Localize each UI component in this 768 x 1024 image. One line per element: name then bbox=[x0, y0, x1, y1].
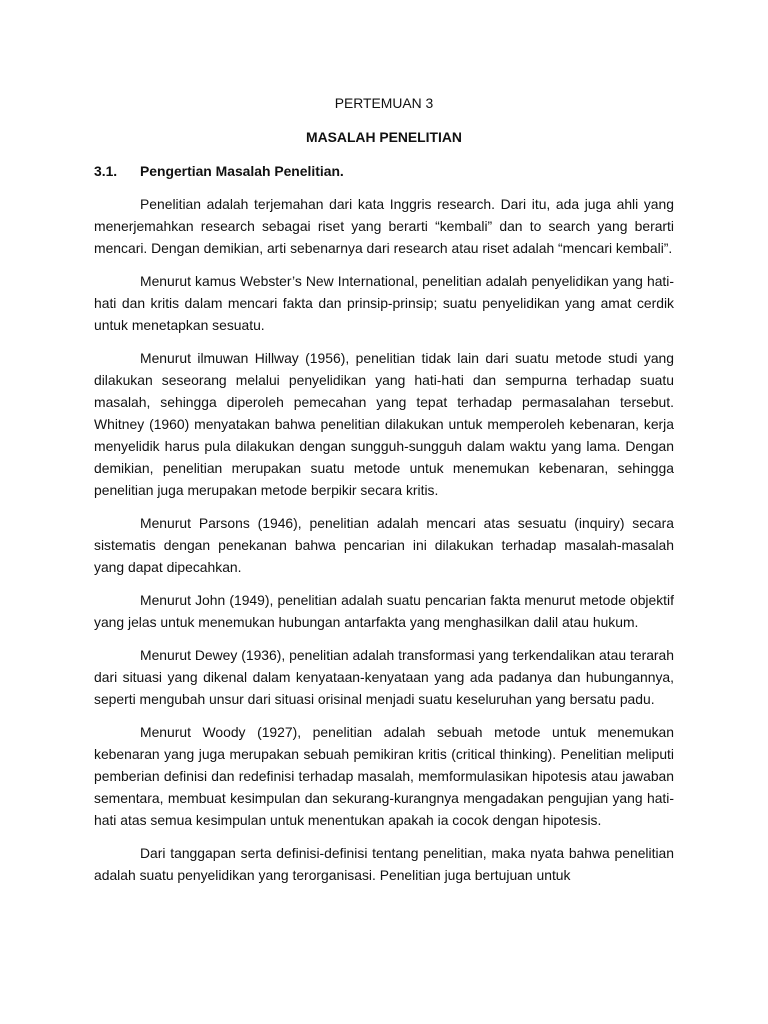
paragraph-parsons: Menurut Parsons (1946), penelitian adalah mencari atas sesuatu (inquiry) secara sistematis dengan penekanan bahwa pencarian ini dilakukan terhadap masalah-masalah yang dapat dipecahkan. bbox=[94, 515, 674, 575]
section-title: Pengertian Masalah Penelitian. bbox=[140, 163, 344, 179]
section-heading bbox=[94, 160, 674, 182]
chapter-title: MASALAH PENELITIAN bbox=[306, 129, 462, 145]
paragraph-dewey: Menurut Dewey (1936), penelitian adalah transformasi yang terkendalikan atau terarah dari situasi yang dikenal dalam kenyataan-kenyataan yang ada padanya dan hubungannya, seperti mengubah unsur dari situasi orisinal menjadi suatu keseluruhan yang bersatu padu. bbox=[94, 647, 674, 707]
paragraph-webster: Menurut kamus Webster’s New International, penelitian adalah penyelidikan yang hati-hati dan kritis dalam mencari fakta dan prinsip-prinsip; suatu penyelidikan yang amat cerdik untuk menetapkan sesuatu. bbox=[94, 273, 674, 333]
paragraph-research-definition: Penelitian adalah terjemahan dari kata Inggris research. Dari itu, ada juga ahli yang menerjemahkan research sebagai riset yang berarti “kembali” dan to search yang berarti mencari. Dengan demikian, arti sebenarnya dari research atau riset adalah “mencari kembali”. bbox=[94, 196, 674, 256]
paragraph-hillway: Menurut ilmuwan Hillway (1956), penelitian tidak lain dari suatu metode studi yang dilakukan seseorang melalui penyelidikan yang hati-hati dan sempurna terhadap suatu masalah, sehingga diperoleh pemecahan yang tepat terhadap permasalahan tersebut. Whitney (1960) menyatakan bahwa penelitian dilakukan untuk memperoleh kebenaran, kerja menyelidik harus pula dilakukan dengan sungguh-sungguh dalam waktu yang lama. Dengan demikian, penelitian merupakan suatu metode untuk menemukan kebenaran, sehingga penelitian juga merupakan metode berpikir secara kritis. bbox=[94, 350, 674, 498]
section-number: 3.1. bbox=[94, 163, 118, 179]
paragraph-woody: Menurut Woody (1927), penelitian adalah sebuah metode untuk menemukan kebenaran yang juga merupakan sebuah pemikiran kritis (critical thinking). Penelitian meliputi pemberian definisi dan redefinisi terhadap masalah, memformulasikan hipotesis atau jawaban sementara, membuat kesimpulan dan sekurang-kurangnya mengadakan pengujian yang hati-hati atas semua kesimpulan untuk menentukan apakah ia cocok dengan hipotesis. bbox=[94, 724, 674, 828]
paragraph-conclusion: Dari tanggapan serta definisi-definisi tentang penelitian, maka nyata bahwa penelitian adalah suatu penyelidikan yang terorganisasi. Penelitian juga bertujuan untuk bbox=[94, 845, 674, 883]
page-title: PERTEMUAN 3 bbox=[334, 95, 434, 111]
paragraph-john: Menurut John (1949), penelitian adalah suatu pencarian fakta menurut metode objektif yang jelas untuk menemukan hubungan antarfakta yang menghasilkan dalil atau hukum. bbox=[94, 592, 674, 630]
document-page bbox=[94, 92, 674, 886]
